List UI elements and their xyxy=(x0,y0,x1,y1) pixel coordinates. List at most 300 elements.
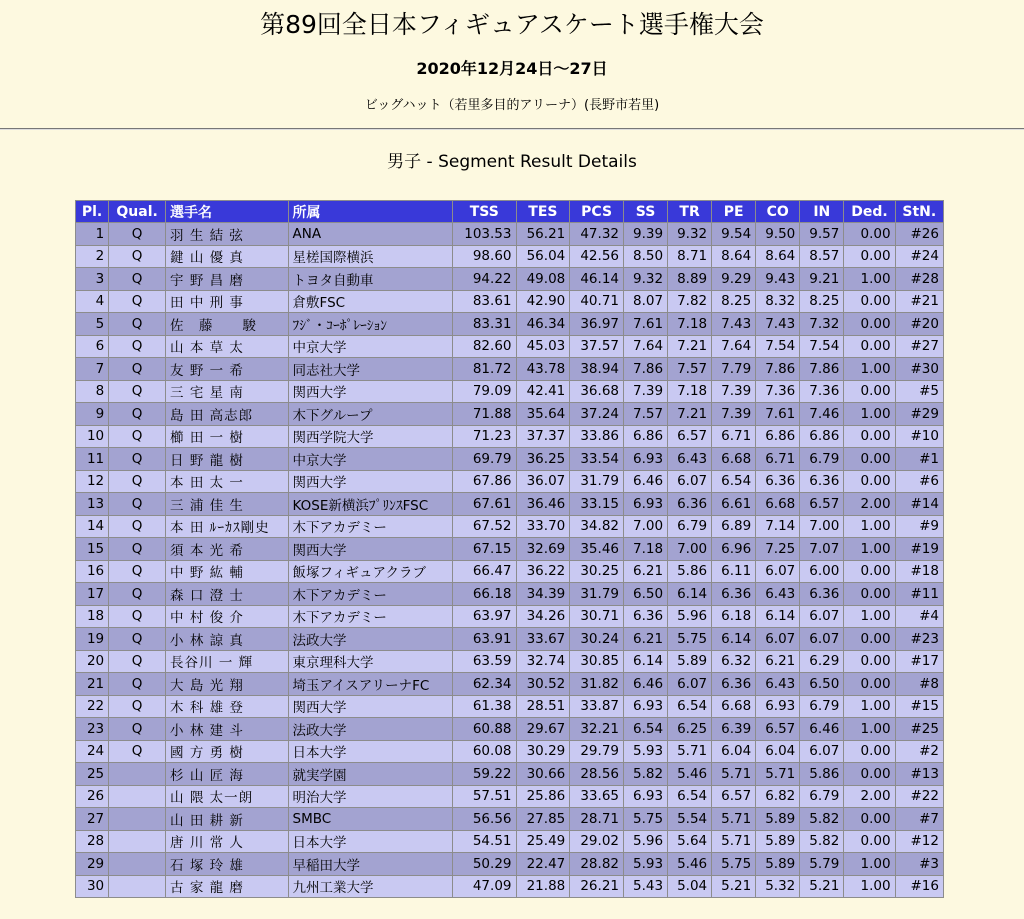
cell-ded: 0.00 xyxy=(844,763,895,786)
cell-pcs: 37.57 xyxy=(570,335,624,358)
table-row xyxy=(76,830,944,853)
column-header-name: 選手名 xyxy=(166,201,289,223)
cell-ded: 0.00 xyxy=(844,448,895,471)
cell-tr: 6.25 xyxy=(668,718,712,741)
cell-ss: 5.75 xyxy=(624,808,668,831)
cell-name: 山 田 耕 新 xyxy=(166,808,289,831)
cell-tss: 67.86 xyxy=(453,470,516,493)
cell-club: 法政大学 xyxy=(288,628,453,651)
cell-name: 石 塚 玲 雄 xyxy=(166,853,289,876)
cell-name: 鍵 山 優 真 xyxy=(166,245,289,268)
cell-tr: 5.89 xyxy=(668,650,712,673)
cell-ss: 5.43 xyxy=(624,875,668,898)
event-venue: ビッグハット（若里多目的アリーナ）(長野市若里) xyxy=(364,98,660,113)
table-header-row xyxy=(76,201,944,223)
cell-club: 木下アカデミー xyxy=(288,605,453,628)
column-header-club: 所属 xyxy=(288,201,453,223)
cell-pe: 6.04 xyxy=(712,740,756,763)
cell-pl: 7 xyxy=(76,358,109,381)
cell-ded: 1.00 xyxy=(844,268,895,291)
cell-tss: 61.38 xyxy=(453,695,516,718)
cell-tes: 56.04 xyxy=(516,245,570,268)
cell-in: 7.54 xyxy=(800,335,844,358)
table-row xyxy=(76,290,944,313)
cell-qual: Q xyxy=(109,245,166,268)
cell-stn: #26 xyxy=(895,223,943,246)
cell-tss: 79.09 xyxy=(453,380,516,403)
cell-co: 6.14 xyxy=(756,605,800,628)
cell-pcs: 31.79 xyxy=(570,583,624,606)
cell-name: 國 方 勇 樹 xyxy=(166,740,289,763)
cell-tr: 5.71 xyxy=(668,740,712,763)
cell-tss: 63.59 xyxy=(453,650,516,673)
cell-tr: 7.82 xyxy=(668,290,712,313)
cell-ss: 9.32 xyxy=(624,268,668,291)
cell-club: 関西学院大学 xyxy=(288,425,453,448)
cell-pl: 29 xyxy=(76,853,109,876)
cell-pe: 6.96 xyxy=(712,538,756,561)
cell-pe: 7.43 xyxy=(712,313,756,336)
cell-ss: 5.93 xyxy=(624,740,668,763)
cell-stn: #3 xyxy=(895,853,943,876)
cell-ss: 6.14 xyxy=(624,650,668,673)
cell-pl: 27 xyxy=(76,808,109,831)
cell-name: 山 本 草 太 xyxy=(166,335,289,358)
column-header-pl: Pl. xyxy=(76,201,109,223)
cell-pcs: 30.71 xyxy=(570,605,624,628)
cell-pcs: 28.56 xyxy=(570,763,624,786)
cell-name: 三 浦 佳 生 xyxy=(166,493,289,516)
cell-tr: 5.46 xyxy=(668,853,712,876)
cell-in: 7.00 xyxy=(800,515,844,538)
cell-qual xyxy=(109,853,166,876)
cell-tr: 6.79 xyxy=(668,515,712,538)
cell-pcs: 34.82 xyxy=(570,515,624,538)
cell-stn: #16 xyxy=(895,875,943,898)
cell-in: 5.79 xyxy=(800,853,844,876)
cell-pl: 18 xyxy=(76,605,109,628)
cell-co: 5.89 xyxy=(756,853,800,876)
cell-stn: #23 xyxy=(895,628,943,651)
cell-club: 同志社大学 xyxy=(288,358,453,381)
cell-pl: 26 xyxy=(76,785,109,808)
cell-tr: 7.18 xyxy=(668,380,712,403)
cell-co: 7.61 xyxy=(756,403,800,426)
cell-tes: 36.07 xyxy=(516,470,570,493)
cell-co: 6.43 xyxy=(756,673,800,696)
cell-pe: 6.18 xyxy=(712,605,756,628)
cell-pl: 22 xyxy=(76,695,109,718)
cell-name: 本 田 太 一 xyxy=(166,470,289,493)
cell-ded: 0.00 xyxy=(844,673,895,696)
cell-pe: 6.89 xyxy=(712,515,756,538)
cell-pl: 12 xyxy=(76,470,109,493)
segment-label: Segment Result Details xyxy=(438,152,637,172)
cell-tes: 36.46 xyxy=(516,493,570,516)
cell-name: 佐 藤 駿 xyxy=(166,313,289,336)
cell-in: 6.36 xyxy=(800,470,844,493)
cell-tr: 5.04 xyxy=(668,875,712,898)
cell-co: 7.36 xyxy=(756,380,800,403)
table-row xyxy=(76,650,944,673)
cell-name: 須 本 光 希 xyxy=(166,538,289,561)
cell-club: 木下アカデミー xyxy=(288,583,453,606)
table-row xyxy=(76,223,944,246)
table-row xyxy=(76,673,944,696)
cell-tr: 6.54 xyxy=(668,785,712,808)
heading-separator: - xyxy=(421,152,439,172)
cell-ss: 7.61 xyxy=(624,313,668,336)
cell-tss: 71.23 xyxy=(453,425,516,448)
event-date: 2020年12月24日～27日 xyxy=(416,59,608,78)
cell-tss: 62.34 xyxy=(453,673,516,696)
cell-qual: Q xyxy=(109,425,166,448)
cell-ss: 6.36 xyxy=(624,605,668,628)
cell-ss: 7.00 xyxy=(624,515,668,538)
cell-club: 日本大学 xyxy=(288,830,453,853)
cell-ded: 0.00 xyxy=(844,583,895,606)
cell-ded: 0.00 xyxy=(844,740,895,763)
cell-name: 木 科 雄 登 xyxy=(166,695,289,718)
cell-stn: #27 xyxy=(895,335,943,358)
cell-pcs: 28.71 xyxy=(570,808,624,831)
divider xyxy=(0,128,1024,130)
cell-qual: Q xyxy=(109,515,166,538)
cell-name: 友 野 一 希 xyxy=(166,358,289,381)
table-row xyxy=(76,358,944,381)
cell-ded: 1.00 xyxy=(844,358,895,381)
cell-pcs: 33.65 xyxy=(570,785,624,808)
cell-co: 6.86 xyxy=(756,425,800,448)
table-row xyxy=(76,245,944,268)
cell-ded: 0.00 xyxy=(844,245,895,268)
cell-co: 7.25 xyxy=(756,538,800,561)
cell-ded: 1.00 xyxy=(844,875,895,898)
cell-name: 唐 川 常 人 xyxy=(166,830,289,853)
column-header-tr: TR xyxy=(668,201,712,223)
cell-tr: 8.89 xyxy=(668,268,712,291)
cell-pe: 6.14 xyxy=(712,628,756,651)
cell-tss: 103.53 xyxy=(453,223,516,246)
cell-pcs: 42.56 xyxy=(570,245,624,268)
cell-tr: 6.57 xyxy=(668,425,712,448)
cell-in: 7.46 xyxy=(800,403,844,426)
cell-pe: 5.71 xyxy=(712,763,756,786)
cell-qual: Q xyxy=(109,290,166,313)
cell-pl: 20 xyxy=(76,650,109,673)
cell-pcs: 36.97 xyxy=(570,313,624,336)
cell-tss: 67.15 xyxy=(453,538,516,561)
cell-tes: 22.47 xyxy=(516,853,570,876)
column-header-ss: SS xyxy=(624,201,668,223)
cell-ded: 1.00 xyxy=(844,605,895,628)
cell-in: 6.00 xyxy=(800,560,844,583)
cell-qual: Q xyxy=(109,448,166,471)
cell-pe: 6.61 xyxy=(712,493,756,516)
cell-pcs: 37.24 xyxy=(570,403,624,426)
cell-name: 三 宅 星 南 xyxy=(166,380,289,403)
table-row xyxy=(76,740,944,763)
cell-stn: #8 xyxy=(895,673,943,696)
cell-pcs: 40.71 xyxy=(570,290,624,313)
cell-qual xyxy=(109,808,166,831)
cell-pl: 11 xyxy=(76,448,109,471)
cell-tes: 33.70 xyxy=(516,515,570,538)
cell-qual xyxy=(109,875,166,898)
cell-name: 本 田 ﾙｰｶｽ剛史 xyxy=(166,515,289,538)
cell-club: 中京大学 xyxy=(288,335,453,358)
cell-stn: #19 xyxy=(895,538,943,561)
cell-co: 7.14 xyxy=(756,515,800,538)
cell-ded: 1.00 xyxy=(844,403,895,426)
cell-stn: #18 xyxy=(895,560,943,583)
cell-in: 5.82 xyxy=(800,808,844,831)
cell-club: 飯塚フィギュアクラブ xyxy=(288,560,453,583)
cell-tr: 7.21 xyxy=(668,335,712,358)
page-title: 第89回全日本フィギュアスケート選手権大会 xyxy=(260,10,764,39)
cell-pcs: 38.94 xyxy=(570,358,624,381)
cell-qual: Q xyxy=(109,650,166,673)
cell-name: 島 田 高志郎 xyxy=(166,403,289,426)
cell-in: 9.57 xyxy=(800,223,844,246)
column-header-stn: StN. xyxy=(895,201,943,223)
cell-tss: 63.97 xyxy=(453,605,516,628)
cell-pl: 3 xyxy=(76,268,109,291)
cell-stn: #24 xyxy=(895,245,943,268)
cell-tss: 50.29 xyxy=(453,853,516,876)
table-row xyxy=(76,403,944,426)
cell-in: 6.79 xyxy=(800,785,844,808)
cell-tes: 42.41 xyxy=(516,380,570,403)
cell-pl: 8 xyxy=(76,380,109,403)
cell-stn: #29 xyxy=(895,403,943,426)
cell-co: 6.07 xyxy=(756,560,800,583)
cell-pl: 14 xyxy=(76,515,109,538)
cell-club: 星槎国際横浜 xyxy=(288,245,453,268)
cell-name: 森 口 澄 士 xyxy=(166,583,289,606)
cell-in: 6.86 xyxy=(800,425,844,448)
cell-pe: 6.71 xyxy=(712,425,756,448)
cell-pcs: 31.82 xyxy=(570,673,624,696)
cell-qual: Q xyxy=(109,493,166,516)
cell-ss: 6.50 xyxy=(624,583,668,606)
cell-name: 長谷川 一 輝 xyxy=(166,650,289,673)
cell-tr: 5.75 xyxy=(668,628,712,651)
cell-ded: 0.00 xyxy=(844,290,895,313)
cell-stn: #4 xyxy=(895,605,943,628)
cell-pe: 6.68 xyxy=(712,695,756,718)
cell-name: 大 島 光 翔 xyxy=(166,673,289,696)
cell-ss: 7.57 xyxy=(624,403,668,426)
cell-pe: 9.54 xyxy=(712,223,756,246)
cell-club: 早稲田大学 xyxy=(288,853,453,876)
cell-pcs: 32.21 xyxy=(570,718,624,741)
cell-in: 7.07 xyxy=(800,538,844,561)
cell-pl: 1 xyxy=(76,223,109,246)
cell-stn: #6 xyxy=(895,470,943,493)
cell-in: 5.82 xyxy=(800,830,844,853)
cell-stn: #11 xyxy=(895,583,943,606)
cell-tes: 30.52 xyxy=(516,673,570,696)
cell-tes: 56.21 xyxy=(516,223,570,246)
cell-co: 5.71 xyxy=(756,763,800,786)
column-header-tss: TSS xyxy=(453,201,516,223)
cell-club: 木下アカデミー xyxy=(288,515,453,538)
cell-stn: #15 xyxy=(895,695,943,718)
cell-tes: 25.86 xyxy=(516,785,570,808)
cell-tes: 37.37 xyxy=(516,425,570,448)
cell-ss: 5.96 xyxy=(624,830,668,853)
cell-stn: #7 xyxy=(895,808,943,831)
cell-pe: 5.75 xyxy=(712,853,756,876)
table-row xyxy=(76,718,944,741)
cell-pe: 5.71 xyxy=(712,808,756,831)
cell-tr: 6.07 xyxy=(668,673,712,696)
cell-tes: 34.39 xyxy=(516,583,570,606)
cell-tss: 57.51 xyxy=(453,785,516,808)
cell-tss: 56.56 xyxy=(453,808,516,831)
cell-tes: 43.78 xyxy=(516,358,570,381)
cell-tss: 83.31 xyxy=(453,313,516,336)
cell-tr: 6.07 xyxy=(668,470,712,493)
cell-name: 山 隈 太一朗 xyxy=(166,785,289,808)
cell-tes: 36.22 xyxy=(516,560,570,583)
cell-stn: #20 xyxy=(895,313,943,336)
cell-co: 7.86 xyxy=(756,358,800,381)
table-row xyxy=(76,538,944,561)
cell-pl: 21 xyxy=(76,673,109,696)
cell-ded: 2.00 xyxy=(844,785,895,808)
cell-ss: 5.82 xyxy=(624,763,668,786)
cell-qual: Q xyxy=(109,718,166,741)
cell-tss: 60.88 xyxy=(453,718,516,741)
column-header-qual: Qual. xyxy=(109,201,166,223)
cell-pl: 13 xyxy=(76,493,109,516)
cell-tss: 98.60 xyxy=(453,245,516,268)
cell-tss: 69.79 xyxy=(453,448,516,471)
column-header-co: CO xyxy=(756,201,800,223)
cell-in: 6.79 xyxy=(800,448,844,471)
cell-co: 6.36 xyxy=(756,470,800,493)
cell-ss: 6.21 xyxy=(624,560,668,583)
column-header-pe: PE xyxy=(712,201,756,223)
cell-club: 埼玉アイスアリーナFC xyxy=(288,673,453,696)
cell-ded: 0.00 xyxy=(844,470,895,493)
cell-name: 日 野 龍 樹 xyxy=(166,448,289,471)
table-row xyxy=(76,808,944,831)
cell-co: 8.64 xyxy=(756,245,800,268)
cell-in: 8.25 xyxy=(800,290,844,313)
cell-name: 小 林 建 斗 xyxy=(166,718,289,741)
cell-club: SMBC xyxy=(288,808,453,831)
cell-tss: 60.08 xyxy=(453,740,516,763)
cell-ded: 2.00 xyxy=(844,493,895,516)
cell-stn: #1 xyxy=(895,448,943,471)
cell-pe: 6.36 xyxy=(712,673,756,696)
cell-ss: 6.93 xyxy=(624,493,668,516)
cell-co: 6.57 xyxy=(756,718,800,741)
cell-tes: 35.64 xyxy=(516,403,570,426)
cell-pcs: 47.32 xyxy=(570,223,624,246)
cell-co: 7.43 xyxy=(756,313,800,336)
cell-ss: 6.54 xyxy=(624,718,668,741)
cell-qual xyxy=(109,785,166,808)
cell-co: 6.43 xyxy=(756,583,800,606)
cell-tes: 34.26 xyxy=(516,605,570,628)
cell-ded: 1.00 xyxy=(844,515,895,538)
cell-pe: 6.68 xyxy=(712,448,756,471)
cell-ss: 8.50 xyxy=(624,245,668,268)
cell-tss: 82.60 xyxy=(453,335,516,358)
cell-ss: 8.07 xyxy=(624,290,668,313)
cell-co: 6.68 xyxy=(756,493,800,516)
cell-club: 九州工業大学 xyxy=(288,875,453,898)
cell-in: 6.36 xyxy=(800,583,844,606)
cell-club: 関西大学 xyxy=(288,695,453,718)
cell-tss: 66.18 xyxy=(453,583,516,606)
cell-qual: Q xyxy=(109,380,166,403)
cell-tss: 71.88 xyxy=(453,403,516,426)
cell-in: 6.07 xyxy=(800,740,844,763)
cell-name: 中 村 俊 介 xyxy=(166,605,289,628)
cell-in: 7.86 xyxy=(800,358,844,381)
cell-in: 7.32 xyxy=(800,313,844,336)
cell-pl: 6 xyxy=(76,335,109,358)
cell-co: 6.71 xyxy=(756,448,800,471)
cell-ded: 0.00 xyxy=(844,313,895,336)
cell-name: 田 中 刑 事 xyxy=(166,290,289,313)
cell-tr: 7.21 xyxy=(668,403,712,426)
table-row xyxy=(76,695,944,718)
table-row xyxy=(76,515,944,538)
cell-tr: 7.57 xyxy=(668,358,712,381)
cell-tss: 54.51 xyxy=(453,830,516,853)
cell-stn: #21 xyxy=(895,290,943,313)
cell-ss: 6.93 xyxy=(624,695,668,718)
cell-stn: #22 xyxy=(895,785,943,808)
cell-qual: Q xyxy=(109,740,166,763)
cell-pe: 7.64 xyxy=(712,335,756,358)
cell-pl: 23 xyxy=(76,718,109,741)
cell-tr: 6.43 xyxy=(668,448,712,471)
cell-pl: 24 xyxy=(76,740,109,763)
cell-co: 6.07 xyxy=(756,628,800,651)
cell-ss: 7.64 xyxy=(624,335,668,358)
cell-in: 5.21 xyxy=(800,875,844,898)
cell-pl: 30 xyxy=(76,875,109,898)
cell-ss: 5.93 xyxy=(624,853,668,876)
cell-co: 6.82 xyxy=(756,785,800,808)
cell-in: 6.07 xyxy=(800,628,844,651)
cell-pcs: 30.85 xyxy=(570,650,624,673)
table-row xyxy=(76,763,944,786)
cell-club: 関西大学 xyxy=(288,380,453,403)
cell-club: 東京理科大学 xyxy=(288,650,453,673)
cell-pe: 7.39 xyxy=(712,380,756,403)
cell-tes: 32.69 xyxy=(516,538,570,561)
table-row xyxy=(76,583,944,606)
cell-name: 杉 山 匠 海 xyxy=(166,763,289,786)
cell-tes: 21.88 xyxy=(516,875,570,898)
cell-pcs: 28.82 xyxy=(570,853,624,876)
cell-ss: 7.86 xyxy=(624,358,668,381)
cell-tr: 6.14 xyxy=(668,583,712,606)
cell-stn: #28 xyxy=(895,268,943,291)
cell-ss: 6.86 xyxy=(624,425,668,448)
cell-club: トヨタ自動車 xyxy=(288,268,453,291)
cell-pl: 5 xyxy=(76,313,109,336)
cell-tr: 5.96 xyxy=(668,605,712,628)
